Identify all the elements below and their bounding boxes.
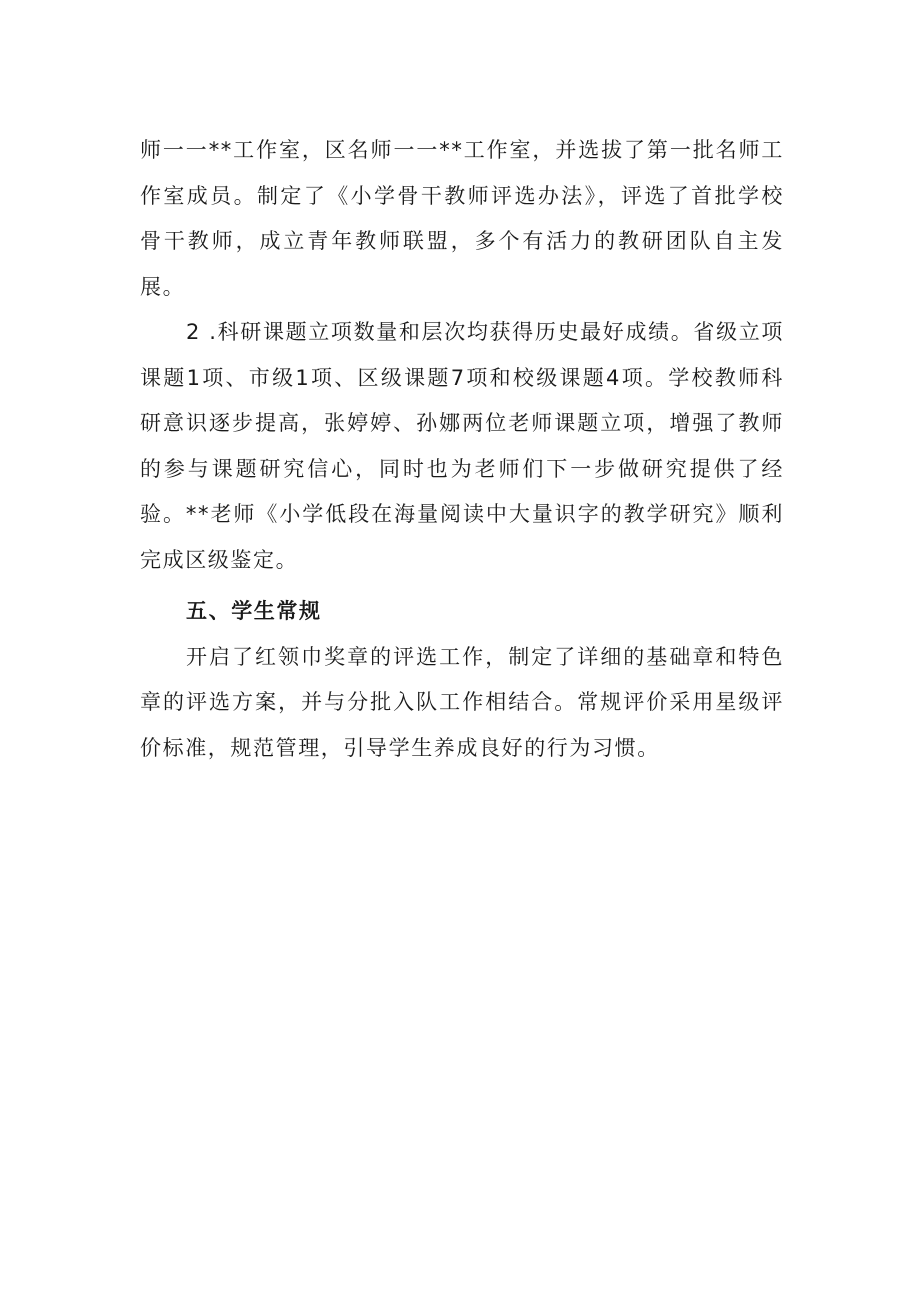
paragraph-student-routine: 开启了红领巾奖章的评选工作，制定了详细的基础章和特色章的评选方案，并与分批入队工作相结合。常规评价采用星级评价标准，规范管理，引导学生养成良好的行为习惯。	[140, 644, 784, 760]
section-heading-student-routine: 五、学生常规	[186, 599, 322, 623]
document-body	[140, 128, 784, 771]
paragraph-teacher-studios: 师一一**工作室，区名师一一**工作室，并选拔了第一批名师工作室成员。制定了《小学骨干教师评选办法》，评选了首批学校骨干教师，成立青年教师联盟，多个有活力的教研团队自主发展。	[140, 138, 784, 299]
paragraph-research-projects: 2 .科研课题立项数量和层次均获得历史最好成绩。省级立项课题1项、市级1项、区级课题7项和校级课题4项。学校教师科研意识逐步提高，张婷婷、孙娜两位老师课题立项，增强了教师的参与课题研究信心，同时也为老师们下一步做研究提供了经验。**老师《小学低段在海量阅读中大量识字的教学研究》顺利完成区级鉴定。	[140, 320, 784, 572]
